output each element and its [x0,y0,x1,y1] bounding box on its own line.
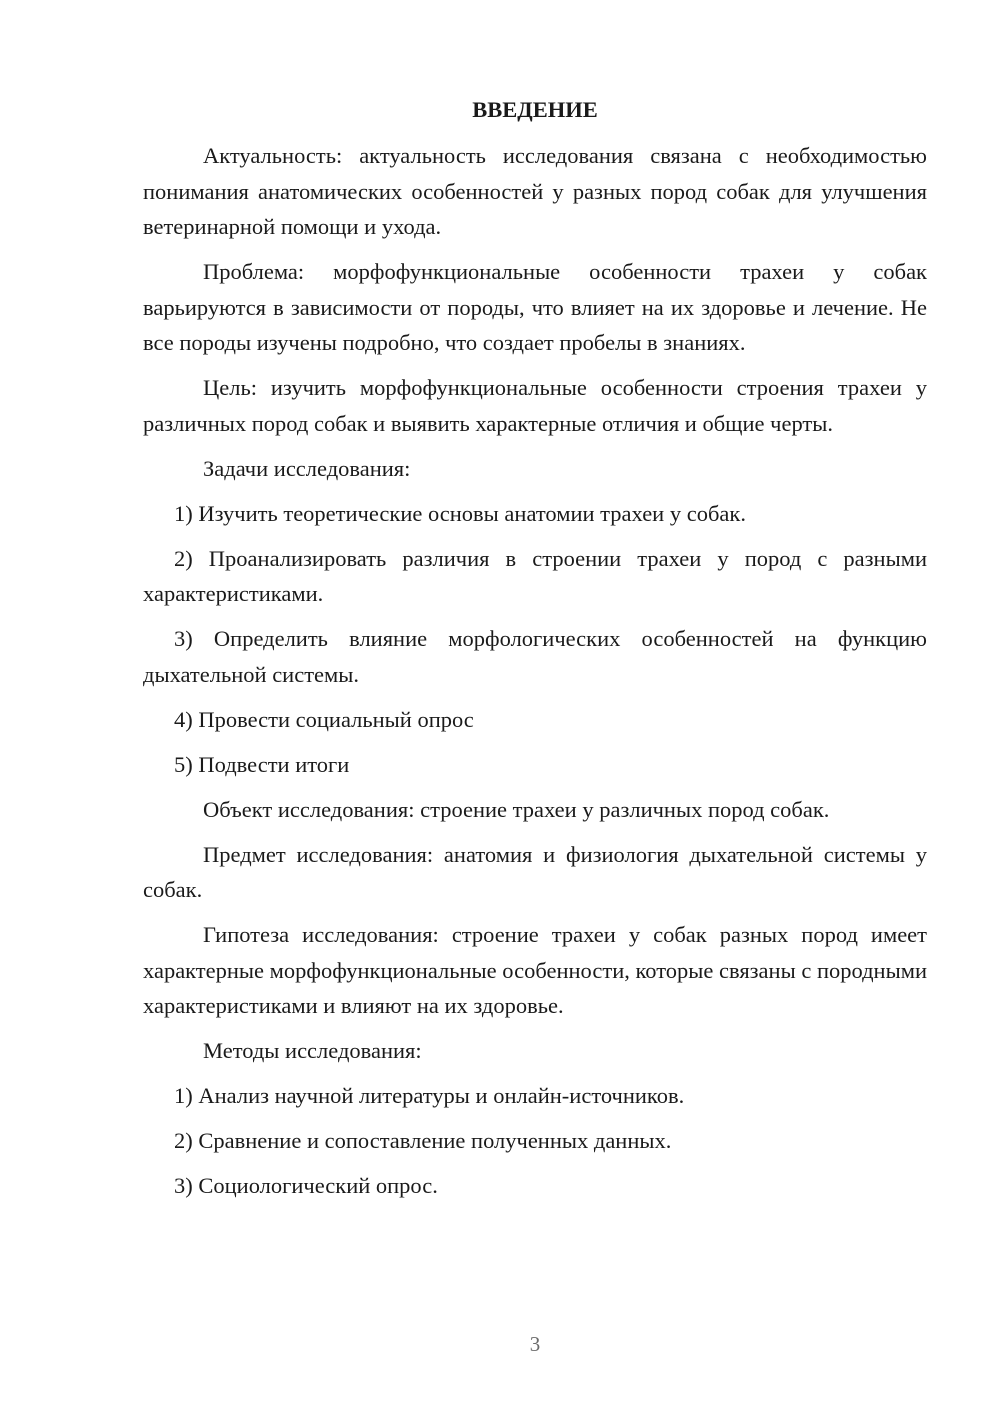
page-number: 3 [529,1332,541,1356]
task-item-3: 3) Определить влияние морфологических особенностей на функцию дыхательной системы. [143,626,927,687]
task-item-5: 5) Подвести итоги [174,751,350,777]
tasks-heading: Задачи исследования: [203,455,411,481]
task-item-2: 2) Проанализировать различия в строении трахеи у пород с разными характеристиками. [143,545,927,606]
method-item-3: 3) Социологический опрос. [174,1173,438,1198]
methods-heading: Методы исследования: [203,1038,422,1063]
hypothesis-paragraph: Гипотеза исследования: строение трахеи у собак разных пород имеет характерные морфофункциональные особенности, которые связаны с породными характеристиками и влияют на их здоровье. [143,922,927,1018]
method-item-2: 2) Сравнение и сопоставление полученных данных. [174,1128,672,1153]
page-title: ВВЕДЕНИЕ [472,97,598,122]
relevance-paragraph: Актуальность: актуальность исследования связана с необходимостью понимания анатомических особенностей у разных пород собак для улучшения ветеринарной помощи и ухода. [143,143,927,239]
object-paragraph: Объект исследования: строение трахеи у различных пород собак. [203,796,830,822]
method-item-1: 1) Анализ научной литературы и онлайн-источников. [174,1083,685,1108]
document-body [143,92,927,1213]
task-item-1: 1) Изучить теоретические основы анатомии трахеи у собак. [174,500,746,526]
subject-paragraph: Предмет исследования: анатомия и физиология дыхательной системы у собак. [143,841,927,902]
problem-paragraph: Проблема: морфофункциональные особенности трахеи у собак варьируются в зависимости от породы, что влияет на их здоровье и лечение. Не все породы изучены подробно, что создает пробелы в знаниях. [143,259,927,355]
goal-paragraph: Цель: изучить морфофункциональные особенности строения трахеи у различных пород собак и выявить характерные отличия и общие черты. [143,375,927,436]
task-item-4: 4) Провести социальный опрос [174,706,474,732]
